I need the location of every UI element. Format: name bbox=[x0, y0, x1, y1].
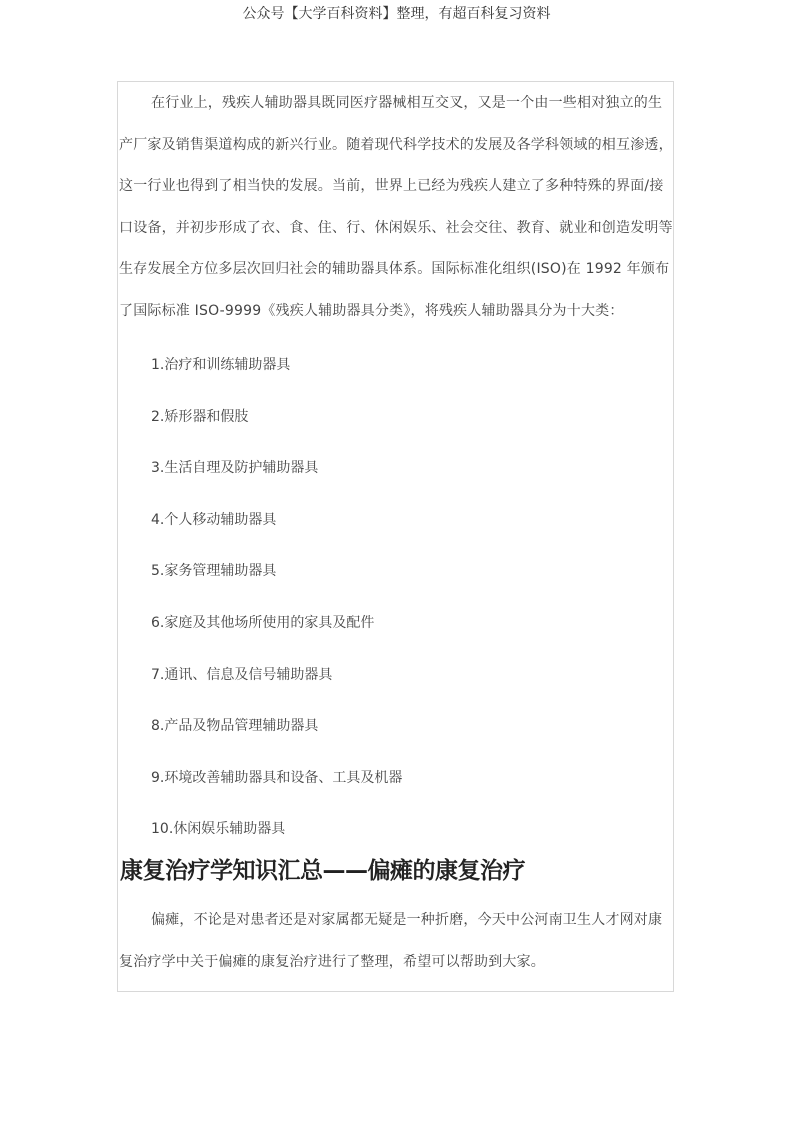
list-item: 1.治疗和训练辅助器具 bbox=[151, 357, 291, 373]
list-item: 2.矫形器和假肢 bbox=[151, 408, 249, 425]
list-item: 3.生活自理及防护辅助器具 bbox=[151, 460, 319, 477]
intro-paragraph: 在行业上，残疾人辅助器具既同医疗器械相互交叉，又是一个由一些相对独立的生产厂家及销售渠道构成的新兴行业。随着现代科学技术的发展及各学科领域的相互渗透，这一行业也得到了相当快的发展。当前，世界上已经为残疾人建立了多种特殊的界面/接口设备，并初步形成了衣、食、住、行、休闲娱乐、社会交往、教育、就业和创造发明等生存发展全方位多层次回归社会的辅助器具体系。国际标准化组织(ISO)在 1992 年颁布了国际标准 ISO-9999《残疾人辅助器具分类》，将残疾人辅助器具分为十大类： bbox=[119, 95, 673, 319]
list-item: 5.家务管理辅助器具 bbox=[151, 563, 277, 580]
list-item: 6.家庭及其他场所使用的家具及配件 bbox=[151, 614, 375, 631]
section-title: 康复治疗学知识汇总——偏瘫的康复治疗 bbox=[120, 858, 525, 884]
content-frame bbox=[117, 81, 674, 992]
list-item: 4.个人移动辅助器具 bbox=[151, 511, 277, 528]
category-list bbox=[151, 340, 402, 856]
page-header: 公众号【大学百科资料】整理，有超百科复习资料 bbox=[242, 6, 551, 22]
list-item: 7.通讯、信息及信号辅助器具 bbox=[151, 666, 333, 683]
list-item: 9.环境改善辅助器具和设备、工具及机器 bbox=[151, 769, 403, 786]
section-paragraph: 偏瘫，不论是对患者还是对家属都无疑是一种折磨，今天中公河南卫生人才网对康复治疗学中关于偏瘫的康复治疗进行了整理，希望可以帮助到大家。 bbox=[119, 912, 663, 970]
list-item: 8.产品及物品管理辅助器具 bbox=[151, 718, 319, 735]
list-item: 10.休闲娱乐辅助器具 bbox=[151, 821, 286, 838]
